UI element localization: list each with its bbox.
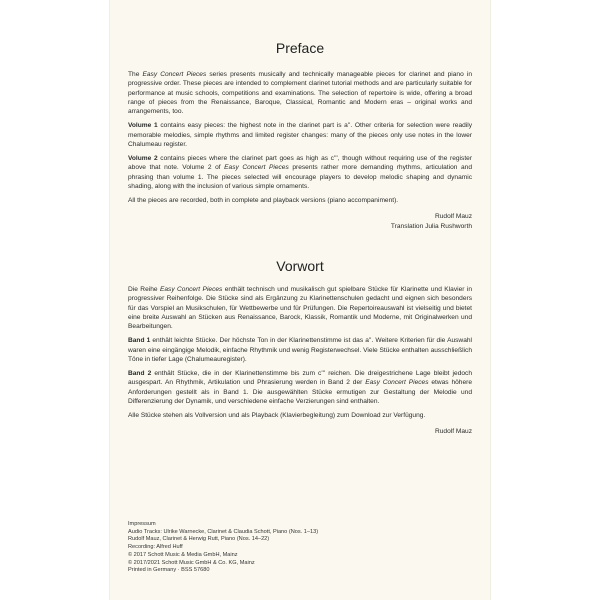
series-title: Easy Concert Pieces xyxy=(224,164,289,172)
preface-paragraph-3: Volume 2 contains pieces where the clarinet part goes as high as c''', though without requiring use of the register above that note. Volume 2 of Easy Concert Pieces presents rather more demanding rhythms, articulation and phrasing than volume 1. The pieces selected will encourage players to develop melodic shaping and dynamic shading, along with the inclusion of various simple ornaments. xyxy=(128,154,473,190)
series-title: Easy Concert Pieces xyxy=(142,71,207,78)
impressum-line: Recording: Alfred Huff xyxy=(128,544,183,551)
preface-signature xyxy=(128,212,472,232)
band-1-label: Band 1 xyxy=(128,337,151,345)
translator-credit: Translation Julia Rushworth xyxy=(390,223,472,231)
vorwort-heading: Vorwort xyxy=(276,258,324,274)
series-title: Easy Concert Pieces xyxy=(365,379,429,387)
author-name: Rudolf Mauz xyxy=(434,428,472,436)
impressum-line: © 2017 Schott Music & Media GmbH, Mainz xyxy=(128,551,238,558)
author-name: Rudolf Mauz xyxy=(434,213,472,221)
vorwort-paragraph-3: Band 2 enthält Stücke, die in der Klarinettenstimme bis zum c''' reichen. Die dreigestrichene Lage bleibt jedoch ausgespart. An Rhythmik, Artikulation und Phrasierung werden in Band 2 der Easy Concert Pieces etwas höhere Anforderungen gestellt als in Band 1. Die ausgewählten Stücke ermutigen zur Gestaltung der Melodie und Differenzierung der Dynamik, und verschiedene einfache Verzierungen sind enthalten. xyxy=(128,369,472,405)
vorwort-paragraph-2: Band 1 enthält leichte Stücke. Der höchste Ton in der Klarinettenstimme ist das a''. Weitere Kriterien für die Auswahl waren eine eingängige Melodik, einfache Rhythmik und wenig Registerwechsel. Viele Stücke enthalten ausschließlich Töne in tiefer Lage (Chalumeauregister). xyxy=(128,337,472,364)
preface-section xyxy=(128,70,472,233)
preface-paragraph-4: All the pieces are recorded, both in complete and playback versions (piano accompaniment). xyxy=(128,196,399,204)
impressum-block xyxy=(128,521,472,575)
vorwort-signature xyxy=(128,427,472,437)
document-page xyxy=(110,0,490,600)
preface-paragraph-1: The Easy Concert Pieces series presents musically and technically manageable pieces for clarinet and piano in progressive order. These pieces are intended to complement clarinet tutorial methods and are particularly suitable for performance at music schools, competitions and examinations. The selection of repertoire is wide, offering a broad range of pieces from the Renaissance, Baroque, Classical, Romantic and Modern eras – original works and arrangements, too. xyxy=(128,71,472,116)
band-2-label: Band 2 xyxy=(128,369,152,377)
impressum-line: © 2017/2021 Schott Music GmbH & Co. KG, Mainz xyxy=(128,559,255,566)
vorwort-section xyxy=(128,285,472,437)
preface-heading: Preface xyxy=(275,40,325,56)
preface-paragraph-2: Volume 1 contains easy pieces: the highest note in the clarinet part is a''. Other criteria for selection were readily memorable melodies, simple rhythms and limited register changes: many of the pieces only use notes in the lower Chalumeau register. xyxy=(128,122,472,149)
impressum-line: Rudolf Mauz, Clarinet & Herwig Rutt, Piano (Nos. 14–22) xyxy=(128,536,270,543)
volume-1-label: Volume 1 xyxy=(128,122,158,130)
vorwort-paragraph-1: Die Reihe Easy Concert Pieces enthält technisch und musikalisch gut spielbare Stücke für Klarinette und Klavier in progressiver Reihenfolge. Die Stücke sind als Ergänzung zu Klarinettenschulen gedacht und eignen sich besonders für das Vorspiel an Musikschulen, für Wettbewerbe und für Prüfungen. Die Repertoireauswahl ist vielseitig und bietet eine breite Auswahl an Stücken aus Renaissance, Barock, Klassik, Romantik und Moderne, mit Originalwerken und Bearbeitungen. xyxy=(128,286,472,331)
impressum-line: Printed in Germany · BSS 57680 xyxy=(128,567,210,574)
series-title: Easy Concert Pieces xyxy=(159,286,223,293)
impressum-line: Audio Tracks: Ulrike Warnecke, Clarinet & Claudia Schott, Piano (Nos. 1–13) xyxy=(128,528,319,535)
volume-2-label: Volume 2 xyxy=(128,154,158,162)
impressum-title: Impressum xyxy=(128,521,156,527)
vorwort-paragraph-4: Alle Stücke stehen als Vollversion und als Playback (Klavierbegleitung) zum Download zur Verfügung. xyxy=(128,411,426,419)
